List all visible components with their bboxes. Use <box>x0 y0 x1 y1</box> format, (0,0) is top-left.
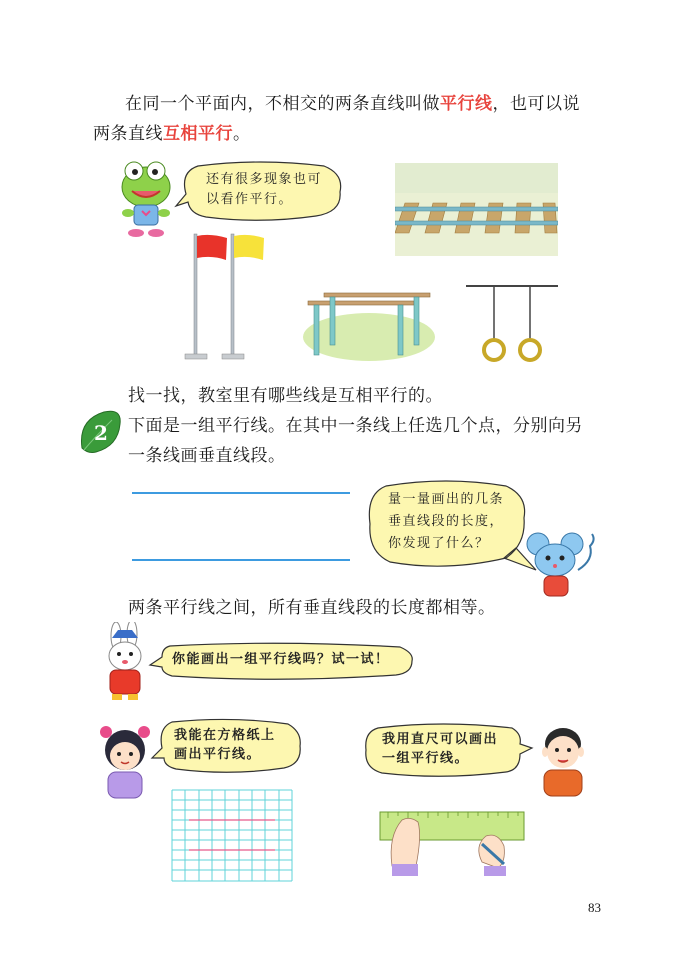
boy-illustration <box>534 722 592 798</box>
railway-track-image <box>395 163 558 256</box>
leaf-icon <box>78 408 124 456</box>
bubble-text: 你能画出一组平行线吗？试一试！ <box>172 652 390 667</box>
bubble-text: 一组平行线。 <box>382 751 470 766</box>
exercise-2-text-line-2: 一条线画垂直线段。 <box>128 446 286 466</box>
intro-text: 在同一个平面内，不相交的两条直线叫做 <box>125 94 440 114</box>
rabbit-illustration <box>98 622 152 702</box>
boy-speech-bubble <box>362 722 530 778</box>
mouse-speech-bubble <box>366 478 534 570</box>
mouse-illustration <box>524 530 598 600</box>
intro-line-1 <box>125 89 580 119</box>
bubble-text: 垂直线段的长度， <box>388 514 505 529</box>
girl-speech-bubble <box>152 718 302 774</box>
gymnastic-rings-image <box>464 284 560 368</box>
frog-speech-bubble <box>176 160 344 222</box>
flagpoles-image <box>182 230 272 362</box>
bubble-text: 量一量画出的几条 <box>388 492 505 507</box>
term-parallel-lines: 平行线 <box>440 94 493 114</box>
term-mutually-parallel: 互相平行 <box>163 124 233 144</box>
grid-paper-figure <box>171 789 293 883</box>
ruler-drawing-figure <box>378 806 526 878</box>
intro-text: 。 <box>233 124 251 144</box>
bubble-text: 你发现了什么？ <box>388 536 490 551</box>
exercise-2-text-line-1: 下面是一组平行线。在其中一条线上任选几个点，分别向另 <box>128 416 583 436</box>
girl-illustration <box>96 720 154 800</box>
conclusion-text: 两条平行线之间，所有垂直线段的长度都相等。 <box>128 598 496 618</box>
bubble-text: 以看作平行。 <box>206 192 294 207</box>
bubble-text: 画出平行线。 <box>174 747 262 762</box>
intro-text: 两条直线 <box>93 124 163 144</box>
intro-line-2 <box>93 119 251 149</box>
bubble-text: 我用直尺可以画出 <box>382 732 499 747</box>
frog-illustration <box>116 157 176 241</box>
bubble-text: 还有很多现象也可 <box>206 172 323 187</box>
page-number: 83 <box>588 900 601 915</box>
parallel-bars-image <box>302 287 437 362</box>
bubble-text: 我能在方格纸上 <box>174 728 276 743</box>
exercise-number: 2 <box>94 421 108 445</box>
intro-text: ，也可以说 <box>492 94 580 114</box>
find-instruction: 找一找，教室里有哪些线是互相平行的。 <box>128 386 443 406</box>
rabbit-speech-bubble <box>150 643 416 679</box>
parallel-lines-figure <box>130 490 354 564</box>
